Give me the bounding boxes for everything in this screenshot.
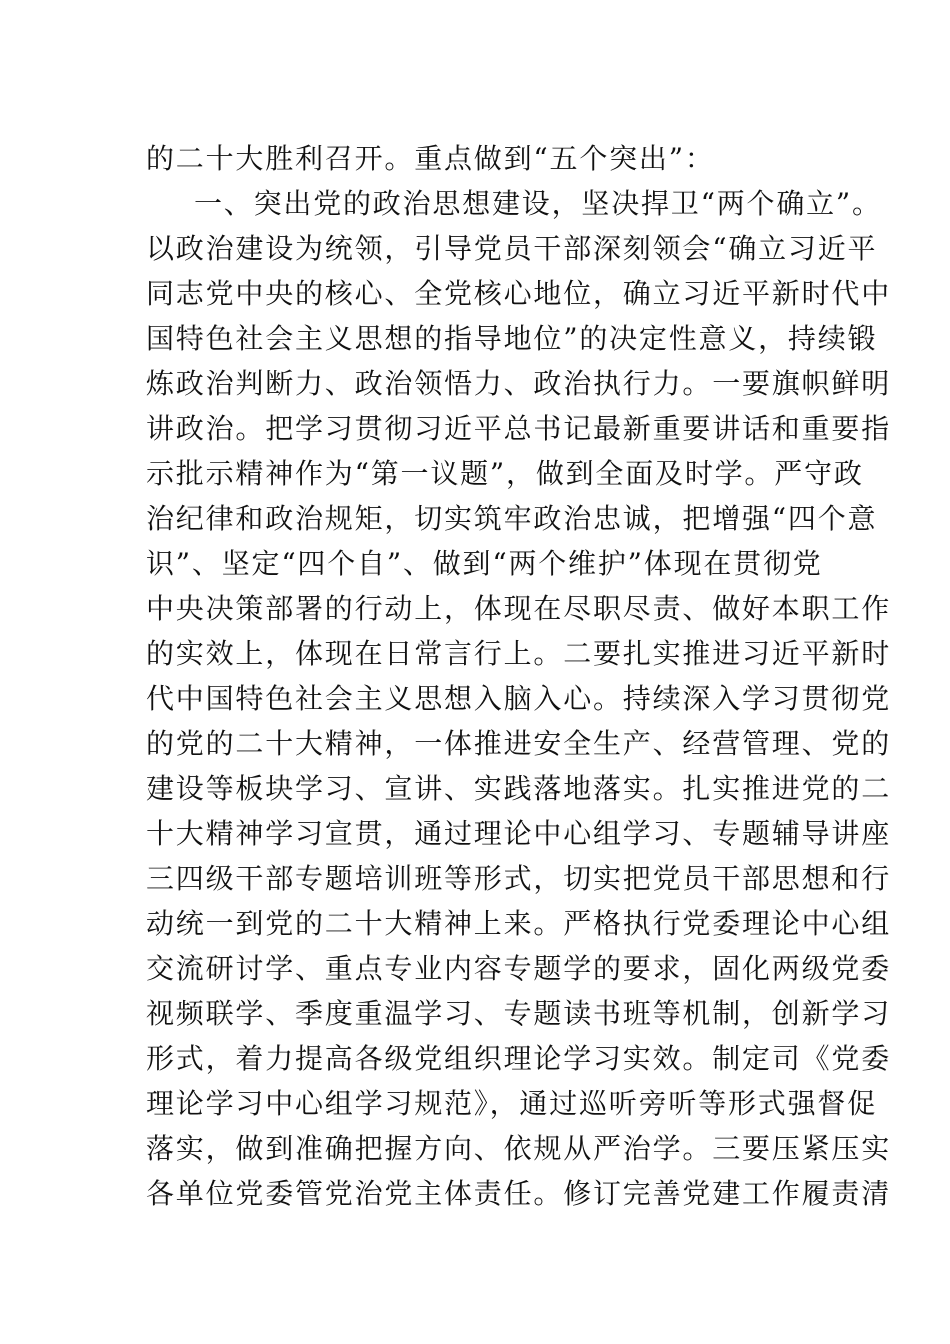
section-heading-line: 一、突出党的政治思想建设，坚决捍卫“两个确立”。 xyxy=(194,187,882,220)
text-line: 形式，着力提高各级党组织理论学习实效。制定司《党委 xyxy=(146,1042,892,1075)
text-line: 炼政治判断力、政治领悟力、政治执行力。一要旗帜鲜明 xyxy=(146,367,892,400)
text-line: 中央决策部署的行动上，体现在尽职尽责、做好本职工作 xyxy=(146,592,892,625)
text-line: 国特色社会主义思想的指导地位”的决定性意义，持续锻 xyxy=(146,322,878,355)
text-line: 讲政治。把学习贯彻习近平总书记最新重要讲话和重要指 xyxy=(146,412,892,445)
text-line: 的党的二十大精神，一体推进安全生产、经营管理、党的 xyxy=(146,727,892,760)
text-line: 治纪律和政治规矩，切实筑牢政治忠诚，把增强“四个意 xyxy=(146,502,878,535)
text-line: 示批示精神作为“第一议题”，做到全面及时学。严守政 xyxy=(146,457,864,490)
text-line: 识”、坚定“四个自”、做到“两个维护”体现在贯彻党 xyxy=(146,547,823,580)
text-line: 的实效上，体现在日常言行上。二要扎实推进习近平新时 xyxy=(146,637,892,670)
text-line: 视频联学、季度重温学习、专题读书班等机制，创新学习 xyxy=(146,997,892,1030)
document-body xyxy=(146,136,892,1216)
text-line: 动统一到党的二十大精神上来。严格执行党委理论中心组 xyxy=(146,907,892,940)
text-line: 各单位党委管党治党主体责任。修订完善党建工作履责清 xyxy=(146,1177,892,1210)
text-line: 同志党中央的核心、全党核心地位，确立习近平新时代中 xyxy=(146,277,892,310)
text-line: 三四级干部专题培训班等形式，切实把党员干部思想和行 xyxy=(146,862,892,895)
text-line: 理论学习中心组学习规范》，通过巡听旁听等形式强督促 xyxy=(146,1087,878,1120)
text-line: 十大精神学习宣贯，通过理论中心组学习、专题辅导讲座 xyxy=(146,817,892,850)
text-line: 以政治建设为统领，引导党员干部深刻领会“确立习近平 xyxy=(146,232,878,265)
text-line: 的二十大胜利召开。重点做到“五个突出”： xyxy=(146,142,715,175)
text-line: 建设等板块学习、宣讲、实践落地落实。扎实推进党的二 xyxy=(146,772,892,805)
text-line: 落实，做到准确把握方向、依规从严治学。三要压紧压实 xyxy=(146,1132,892,1165)
text-line: 交流研讨学、重点专业内容专题学的要求，固化两级党委 xyxy=(146,952,892,985)
text-line: 代中国特色社会主义思想入脑入心。持续深入学习贯彻党 xyxy=(146,682,892,715)
